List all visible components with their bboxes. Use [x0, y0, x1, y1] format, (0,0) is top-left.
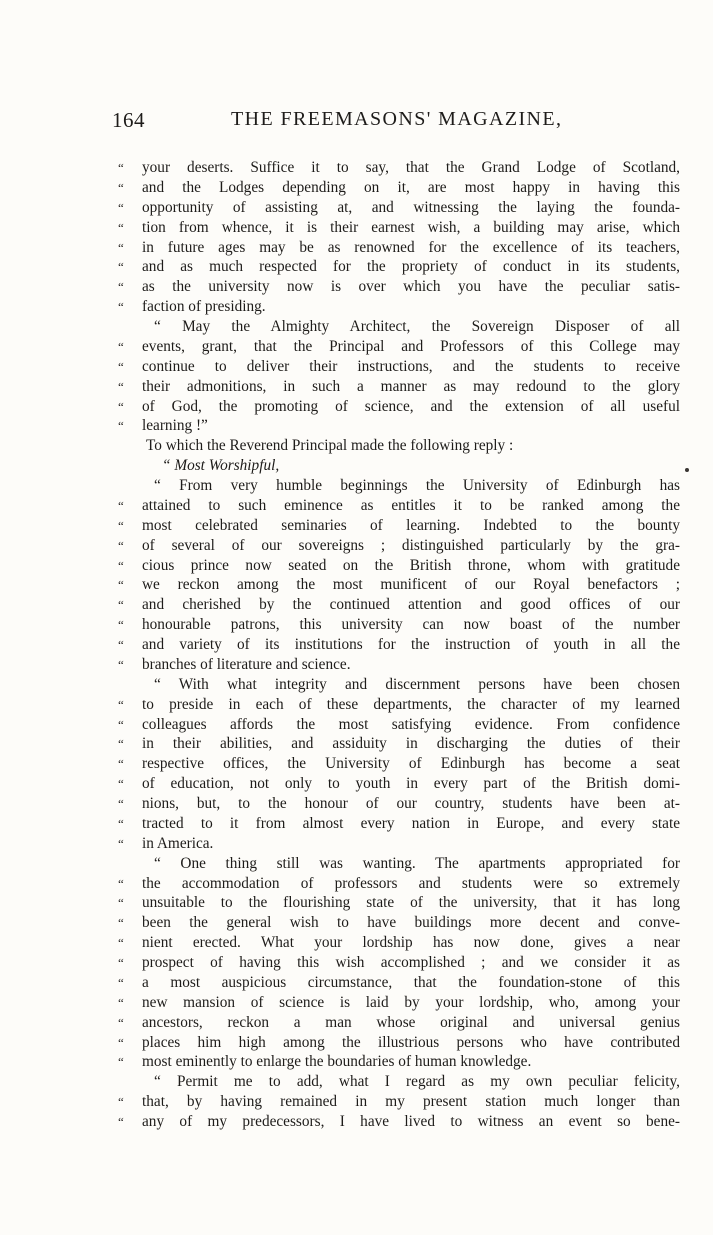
text-line: [118, 416, 680, 436]
quote-mark: “: [118, 1094, 124, 1110]
text-line: [118, 317, 680, 337]
line-text: branches of literature and science.: [142, 655, 351, 673]
quote-mark: “: [118, 179, 124, 195]
line-text: their admonitions, in such a manner as may redound to the glory: [142, 377, 680, 395]
line-text: ancestors, reckon a man whose original and universal genius: [142, 1013, 680, 1031]
line-text: “ May the Almighty Architect, the Sovereign Disposer of all: [154, 318, 680, 335]
quote-mark: “: [118, 378, 124, 394]
quote-mark: “: [118, 656, 124, 672]
text-line: [118, 377, 680, 397]
text-line: [118, 774, 680, 794]
text-line: [118, 754, 680, 774]
text-line: [118, 854, 680, 874]
quote-mark: “: [118, 756, 124, 772]
quote-mark: “: [118, 815, 124, 831]
text-line: [118, 297, 680, 317]
line-text: prospect of having this wish accomplished ; and we consider it as: [142, 954, 680, 971]
line-text: we reckon among the most munificent of our Royal benefactors ;: [142, 576, 680, 594]
quote-mark: “: [118, 716, 124, 732]
quote-mark: “: [118, 398, 124, 414]
quote-mark: “: [118, 239, 124, 255]
quote-mark: “: [118, 199, 124, 215]
text-line: [118, 734, 680, 754]
line-text: a most auspicious circumstance, that the foundation-stone of this: [142, 973, 680, 991]
text-line: [118, 635, 680, 655]
text-line: [118, 933, 680, 953]
quote-mark: “: [118, 557, 124, 573]
text-line: [118, 715, 680, 735]
text-line: [118, 794, 680, 814]
line-text: of God, the promoting of science, and the extension of all useful: [142, 397, 680, 415]
text-line: [118, 1013, 680, 1033]
text-line: [118, 814, 680, 834]
line-text: and variety of its institutions for the instruction of youth in all the: [142, 636, 680, 653]
line-text: places him high among the illustrious persons who have contributed: [142, 1033, 680, 1051]
page-number: 164: [112, 108, 145, 132]
text-line: [118, 218, 680, 238]
text-line: [118, 1072, 680, 1092]
quote-mark: “: [118, 994, 124, 1010]
line-text: and as much respected for the propriety of conduct in its students,: [142, 258, 680, 276]
quote-mark: “: [118, 736, 124, 752]
quote-mark: “: [118, 1114, 124, 1129]
running-title: THE FREEMASONS' MAGAZINE,: [231, 108, 563, 130]
text-line: [118, 456, 680, 476]
text-line: [118, 436, 680, 456]
line-text: in their abilities, and assiduity in discharging the duties of their: [142, 735, 680, 753]
line-text: any of my predecessors, I have lived to witness an event so bene-: [142, 1113, 680, 1130]
line-text: of several of our sovereigns ; distinguished particularly by the gra-: [142, 536, 680, 554]
text-line: [118, 575, 680, 595]
line-text: learning !”: [142, 417, 208, 435]
quote-mark: “: [118, 776, 124, 792]
quote-mark: “: [118, 955, 124, 970]
quote-mark: “: [118, 259, 124, 275]
text-line: [118, 993, 680, 1013]
text-line: [118, 337, 680, 357]
line-text: attained to such eminence as entitles it to be ranked among the: [142, 496, 680, 514]
line-text: in future ages may be as renowned for the excellence of its teachers,: [142, 238, 680, 256]
quote-mark: “: [118, 577, 124, 593]
line-text: been the general wish to have buildings more decent and conve-: [142, 914, 680, 932]
line-text: “ One thing still was wanting. The apartments appropriated for: [154, 854, 680, 872]
quote-mark: “: [118, 1034, 124, 1050]
line-text: respective offices, the University of Edinburgh has become a seat: [142, 755, 680, 773]
text-line: [118, 953, 680, 973]
text-line: [118, 257, 680, 277]
line-text: events, grant, that the Principal and Professors of this College may: [142, 337, 680, 355]
text-line: [118, 357, 680, 377]
quote-mark: “: [118, 974, 124, 990]
quote-mark: “: [118, 617, 124, 633]
line-text: unsuitable to the flourishing state of the university, that it has long: [142, 894, 680, 912]
text-line: [118, 516, 680, 536]
line-text: “ Permit me to add, what I regard as my own peculiar felicity,: [154, 1073, 680, 1091]
text-line: [118, 1052, 680, 1072]
text-line: [118, 1092, 680, 1112]
text-line: [118, 973, 680, 993]
quote-mark: “: [118, 597, 124, 613]
line-text: “ Most Worshipful,: [162, 457, 280, 475]
text-line: [118, 556, 680, 576]
quote-mark: “: [118, 299, 124, 315]
quote-mark: “: [118, 497, 124, 513]
line-text: “ With what integrity and discernment persons have been chosen: [154, 675, 680, 693]
line-text: tion from whence, it is their earnest wish, a building may arise, which: [142, 218, 680, 236]
quote-mark: “: [118, 219, 124, 235]
line-text: faction of presiding.: [142, 298, 266, 316]
line-text: of education, not only to youth in every part of the British domi-: [142, 775, 680, 793]
print-mark: [685, 468, 689, 472]
text-line: [118, 496, 680, 516]
line-text: continue to deliver their instructions, and the students to receive: [142, 357, 680, 375]
text-line: [118, 1033, 680, 1053]
line-text: as the university now is over which you have the peculiar satis-: [142, 278, 680, 296]
quote-mark: “: [118, 796, 124, 811]
line-text: and cherished by the continued attention and good offices of our: [142, 596, 680, 614]
text-line: [118, 1112, 680, 1132]
quote-mark: “: [118, 875, 124, 891]
line-text: cious prince now seated on the British throne, whom with gratitude: [142, 556, 680, 574]
line-text: to preside in each of these departments, the character of my learned: [142, 695, 680, 713]
quote-mark: “: [118, 338, 124, 354]
quote-mark: “: [118, 915, 124, 931]
line-text: colleagues affords the most satisfying evidence. From confidence: [142, 715, 680, 733]
quote-mark: “: [118, 537, 124, 553]
quote-mark: “: [118, 279, 124, 295]
quote-mark: “: [118, 895, 124, 911]
line-text: most celebrated seminaries of learning. Indebted to the bounty: [142, 516, 680, 534]
line-text: that, by having remained in my present station much longer than: [142, 1093, 680, 1111]
line-text: “ From very humble beginnings the University of Edinburgh has: [154, 477, 680, 494]
quote-mark: “: [118, 517, 124, 533]
quote-mark: “: [118, 160, 124, 175]
line-text: tracted to it from almost every nation in Europe, and every state: [142, 814, 680, 832]
quote-mark: “: [118, 835, 124, 851]
line-text: nient erected. What your lordship has now done, gives a near: [142, 934, 680, 952]
quote-mark: “: [118, 358, 124, 374]
text-line: [118, 874, 680, 894]
line-text: most eminently to enlarge the boundaries of human knowledge.: [142, 1053, 532, 1071]
text-line: [118, 675, 680, 695]
body-text: [118, 158, 680, 1132]
text-line: [118, 397, 680, 417]
line-text: the accommodation of professors and students were so extremely: [142, 874, 680, 892]
text-line: [118, 536, 680, 556]
line-text: honourable patrons, this university can now boast of the number: [142, 616, 680, 634]
text-line: [118, 834, 680, 854]
text-line: [118, 913, 680, 933]
line-text: nions, but, to the honour of our country, students have been at-: [142, 795, 680, 812]
text-line: [118, 655, 680, 675]
line-text: new mansion of science is laid by your lordship, who, among your: [142, 993, 680, 1011]
text-line: [118, 277, 680, 297]
quote-mark: “: [118, 1014, 124, 1030]
quote-mark: “: [118, 418, 124, 434]
text-line: [118, 595, 680, 615]
text-line: [118, 158, 680, 178]
quote-mark: “: [118, 935, 124, 951]
quote-mark: “: [118, 637, 124, 652]
page-header: [112, 108, 677, 138]
line-text: your deserts. Suffice it to say, that the Grand Lodge of Scotland,: [142, 159, 680, 176]
quote-mark: “: [118, 1054, 124, 1070]
line-text: in America.: [142, 834, 214, 852]
text-line: [118, 238, 680, 258]
quote-mark: “: [118, 696, 124, 712]
line-text: opportunity of assisting at, and witnessing the laying the founda-: [142, 198, 680, 216]
text-line: [118, 615, 680, 635]
line-text: and the Lodges depending on it, are most happy in having this: [142, 178, 680, 196]
text-line: [118, 178, 680, 198]
text-line: [118, 476, 680, 496]
text-line: [118, 198, 680, 218]
text-line: [118, 695, 680, 715]
text-line: [118, 893, 680, 913]
line-text: To which the Reverend Principal made the following reply :: [146, 437, 514, 455]
